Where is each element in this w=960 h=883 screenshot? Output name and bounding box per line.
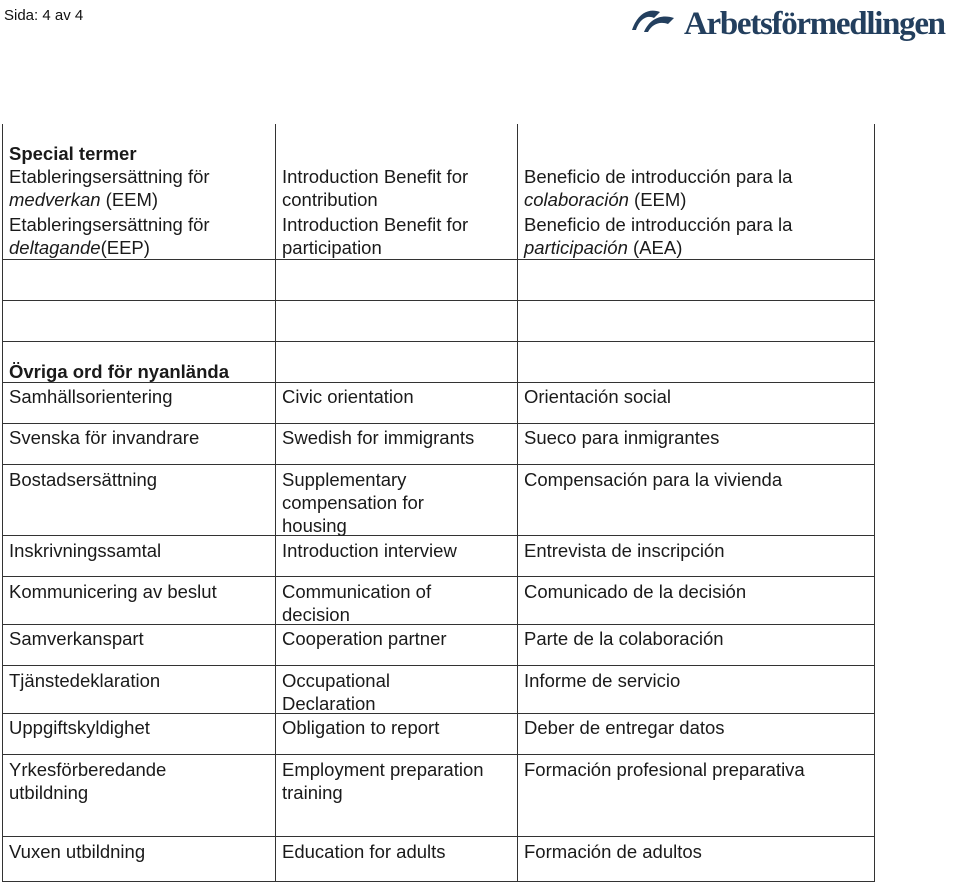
term-english: Communication of decision bbox=[282, 581, 432, 625]
term-spanish: Informe de servicio bbox=[524, 670, 681, 691]
page-number: Sida: 4 av 4 bbox=[4, 7, 84, 24]
term-english: Occupational Declaration bbox=[282, 670, 390, 714]
term-spanish: Sueco para inmigrantes bbox=[524, 427, 720, 448]
term-english: Obligation to report bbox=[282, 717, 440, 738]
row-rule bbox=[3, 423, 874, 424]
term-english: Introduction Benefit for participation bbox=[282, 214, 469, 258]
arbetsformedlingen-logo bbox=[630, 2, 960, 46]
term-spanish: Formación profesional preparativa bbox=[524, 759, 805, 780]
term-spanish: Beneficio de introducción para la participación (AEA) bbox=[524, 214, 793, 258]
section-heading-other: Övriga ord för nyanlända bbox=[9, 361, 229, 382]
term-swedish: Tjänstedeklaration bbox=[9, 670, 161, 691]
term-swedish: Etableringsersättning för deltagande(EEP) bbox=[9, 214, 210, 258]
term-english: Introduction interview bbox=[282, 540, 457, 561]
term-swedish: Kommunicering av beslut bbox=[9, 581, 217, 602]
term-swedish: Bostadsersättning bbox=[9, 469, 158, 490]
term-spanish: Comunicado de la decisión bbox=[524, 581, 747, 602]
terminology-table bbox=[2, 124, 875, 882]
term-spanish: Parte de la colaboración bbox=[524, 628, 724, 649]
row-rule bbox=[3, 464, 874, 465]
row-rule bbox=[3, 259, 874, 260]
logo-mark-icon bbox=[630, 6, 682, 36]
row-rule bbox=[3, 341, 874, 342]
term-swedish: Samverkanspart bbox=[9, 628, 144, 649]
term-swedish: Samhällsorientering bbox=[9, 386, 173, 407]
row-rule bbox=[3, 713, 874, 714]
term-spanish: Deber de entregar datos bbox=[524, 717, 725, 738]
term-spanish: Formación de adultos bbox=[524, 841, 702, 862]
term-spanish: Entrevista de inscripción bbox=[524, 540, 725, 561]
row-rule bbox=[3, 665, 874, 666]
term-english: Education for adults bbox=[282, 841, 446, 862]
term-swedish: Inskrivningssamtal bbox=[9, 540, 162, 561]
term-swedish: Yrkesförberedande utbildning bbox=[9, 759, 167, 803]
row-rule bbox=[3, 836, 874, 837]
term-swedish: Vuxen utbildning bbox=[9, 841, 146, 862]
section-heading-special: Special termer bbox=[9, 143, 137, 164]
term-swedish: Etableringsersättning för medverkan (EEM) bbox=[9, 166, 210, 210]
term-spanish: Orientación social bbox=[524, 386, 672, 407]
term-english: Swedish for immigrants bbox=[282, 427, 475, 448]
term-spanish: Beneficio de introducción para la colaboración (EEM) bbox=[524, 166, 793, 210]
term-english: Supplementary compensation for housing bbox=[282, 469, 424, 536]
term-english: Cooperation partner bbox=[282, 628, 447, 649]
row-rule bbox=[3, 535, 874, 536]
term-english: Civic orientation bbox=[282, 386, 414, 407]
row-rule bbox=[3, 754, 874, 755]
term-swedish: Svenska för invandrare bbox=[9, 427, 200, 448]
row-rule bbox=[3, 624, 874, 625]
term-english: Introduction Benefit for contribution bbox=[282, 166, 469, 210]
term-english: Employment preparation training bbox=[282, 759, 484, 803]
logo-wordmark: Arbetsförmedlingen bbox=[684, 6, 945, 42]
column-divider bbox=[517, 124, 518, 881]
term-spanish: Compensación para la vivienda bbox=[524, 469, 783, 490]
row-rule bbox=[3, 576, 874, 577]
row-rule bbox=[3, 300, 874, 301]
column-divider bbox=[275, 124, 276, 881]
term-swedish: Uppgiftskyldighet bbox=[9, 717, 150, 738]
